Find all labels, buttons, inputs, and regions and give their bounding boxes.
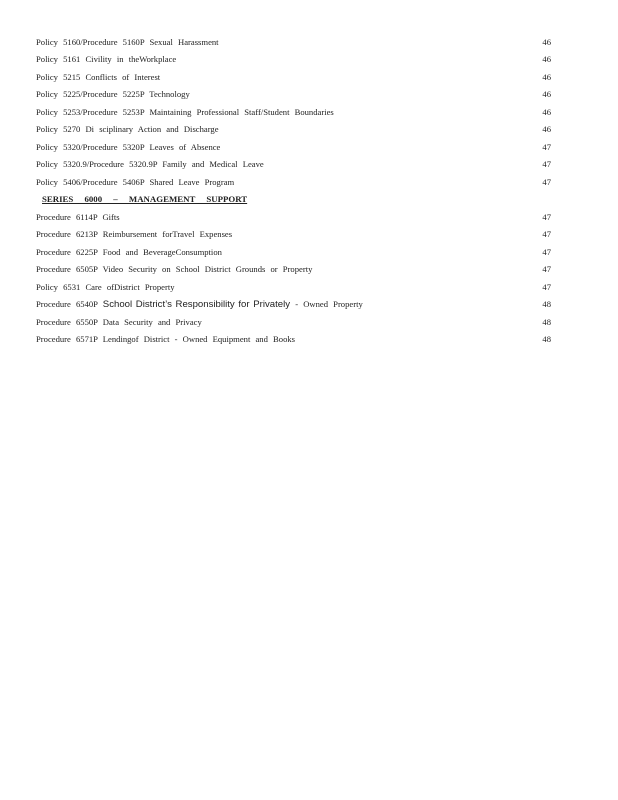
toc-entry — [36, 296, 556, 313]
series-header — [36, 191, 556, 208]
toc-entry-page: 47 — [542, 142, 551, 152]
toc-entry — [36, 121, 556, 138]
toc-entry-page: 48 — [542, 334, 551, 344]
toc-entry — [36, 209, 556, 226]
toc-entry-title: Policy 5270 Di sciplinary Action and Discharge — [36, 124, 219, 134]
toc-entry-title: Policy 5215 Conflicts of Interest — [36, 72, 161, 82]
toc-entry-title: Policy 6531 Care ofDistrict Property — [36, 282, 175, 292]
toc-entry-page: 48 — [542, 317, 551, 327]
toc-entry-title-suffix: - Owned Property — [295, 299, 363, 309]
toc-entry-page: 46 — [542, 72, 551, 82]
toc-entry-page: 47 — [542, 177, 551, 187]
toc-entry — [36, 226, 556, 243]
toc-entry-title: Policy 5225/Procedure 5225P Technology — [36, 89, 190, 99]
toc-entry — [36, 314, 556, 331]
toc-entry-page: 47 — [542, 212, 551, 222]
toc-entry-page: 47 — [542, 282, 551, 292]
toc-entry-title: Policy 5253/Procedure 5253P Maintaining Professional Staff/Student Boundaries — [36, 107, 334, 117]
toc-entry-page: 46 — [542, 89, 551, 99]
toc-entry — [36, 139, 556, 156]
toc-entry-title: Procedure 6550P Data Security and Privacy — [36, 317, 202, 327]
toc-entry — [36, 261, 556, 278]
toc-entry-title: Procedure 6571P Lendingof District - Owned Equipment and Books — [36, 334, 296, 344]
toc-entry-title: Policy 5406/Procedure 5406P Shared Leave Program — [36, 177, 235, 187]
toc-entry — [36, 51, 556, 68]
toc-entry — [36, 86, 556, 103]
toc-entry-title: Procedure 6114P Gifts — [36, 212, 120, 222]
toc-entry-title-main: School District’s Responsibility for Privately — [102, 299, 291, 310]
toc-entry-title: Policy 5320.9/Procedure 5320.9P Family and Medical Leave — [36, 159, 264, 169]
toc-entry-title: Policy 5160/Procedure 5160P Sexual Harassment — [36, 37, 219, 47]
toc-entry-page: 48 — [542, 299, 551, 309]
series-header-title: SERIES 6000 – MANAGEMENT SUPPORT — [42, 194, 248, 204]
toc-entry-title: Procedure 6505P Video Security on School District Grounds or Property — [36, 264, 313, 274]
toc-entry-title: Policy 5320/Procedure 5320P Leaves of Absence — [36, 142, 221, 152]
toc-entry — [36, 34, 556, 51]
toc-entry — [36, 331, 556, 348]
toc-entry-title: Policy 5161 Civility in theWorkplace — [36, 54, 177, 64]
toc-entry-title-prefix: Procedure 6540P — [36, 299, 98, 309]
toc-entry-title — [36, 296, 363, 313]
toc-entry-title: Procedure 6225P Food and BeverageConsumption — [36, 247, 222, 257]
toc-entry — [36, 104, 556, 121]
toc-entry-page: 47 — [542, 264, 551, 274]
toc-entry — [36, 69, 556, 86]
toc-entry-page: 46 — [542, 54, 551, 64]
toc-entry — [36, 279, 556, 296]
toc-entry-page: 47 — [542, 159, 551, 169]
toc-entry — [36, 244, 556, 261]
toc-entry-page: 46 — [542, 37, 551, 47]
toc-entry-page: 46 — [542, 124, 551, 134]
toc-entry — [36, 174, 556, 191]
toc-entry-title: Procedure 6213P Reimbursement forTravel Expenses — [36, 229, 233, 239]
toc-entry — [36, 156, 556, 173]
toc-entry-page: 47 — [542, 229, 551, 239]
toc-entry-page: 47 — [542, 247, 551, 257]
toc-entry-page: 46 — [542, 107, 551, 117]
